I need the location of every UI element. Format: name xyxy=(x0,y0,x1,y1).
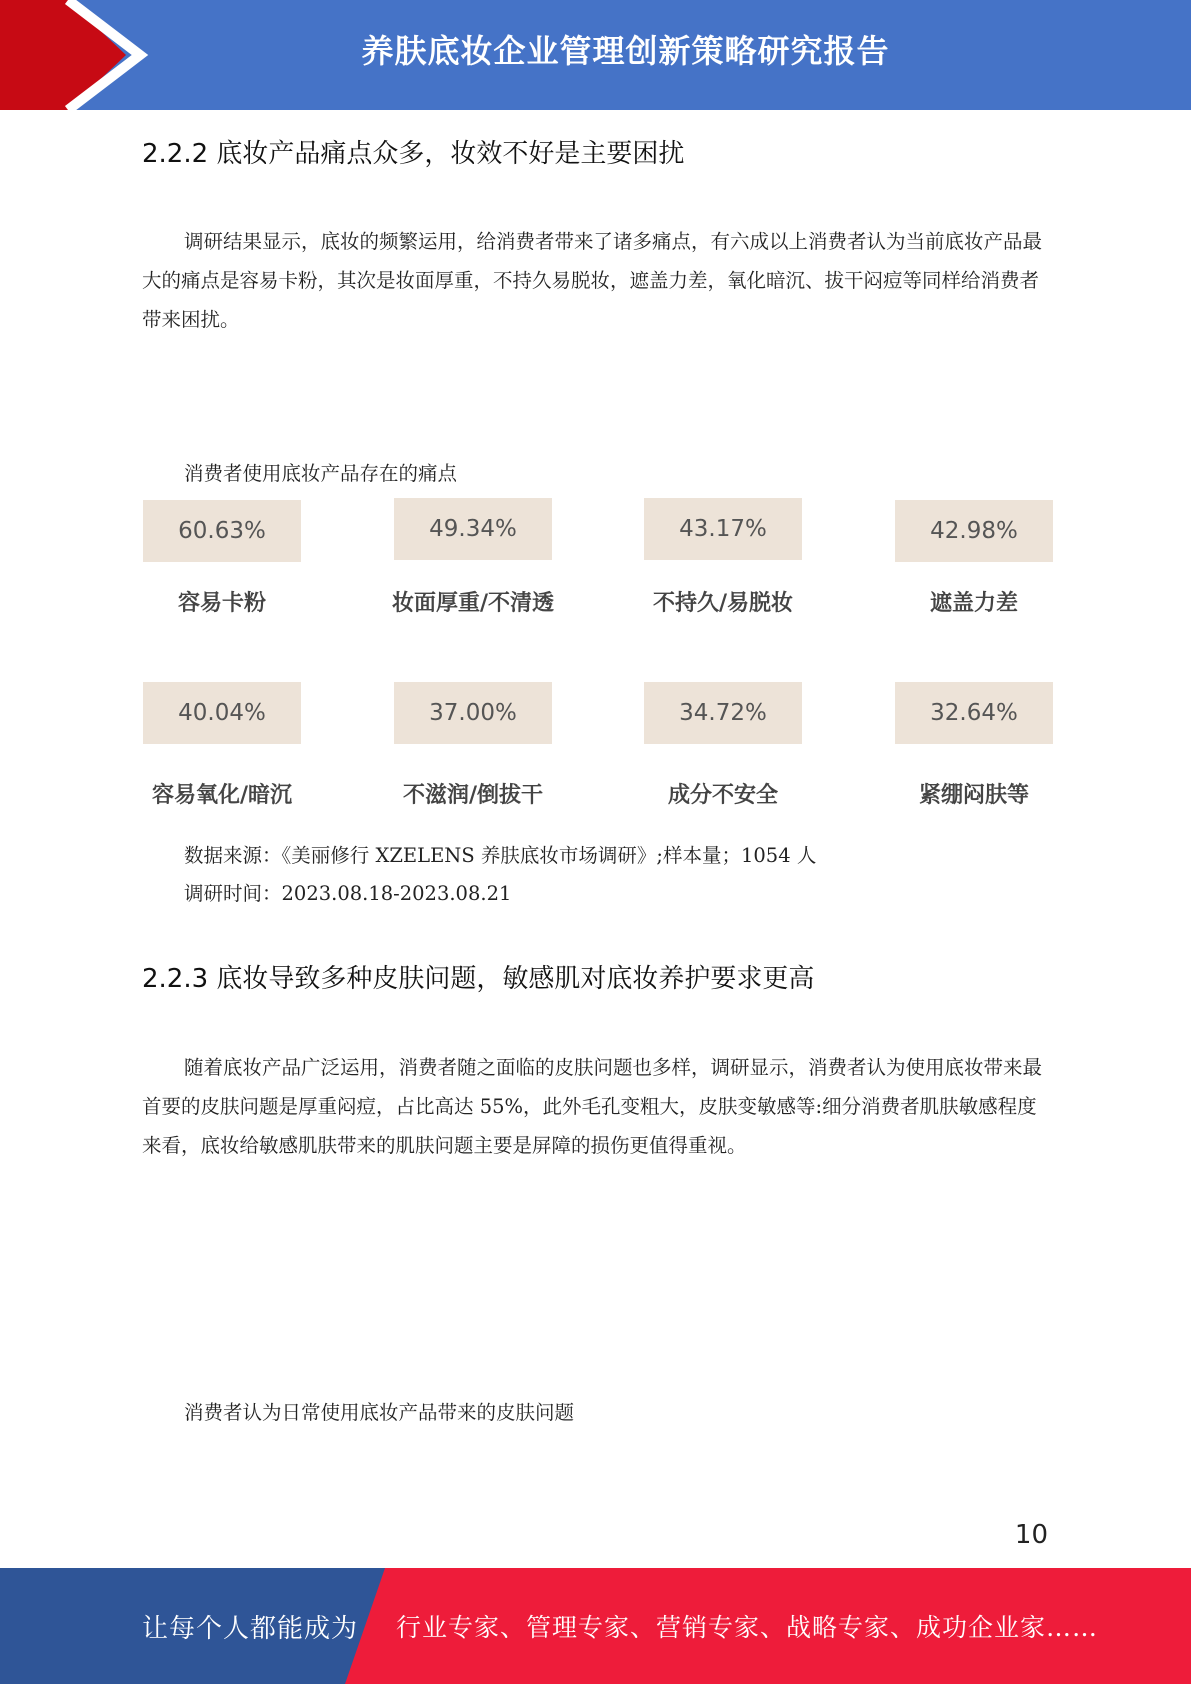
pain-point-value: 37.00% xyxy=(394,682,552,744)
survey-time-note: 调研时间：2023.08.18-2023.08.21 xyxy=(184,882,512,905)
pain-point-value: 42.98% xyxy=(895,500,1053,562)
pain-point-value: 32.64% xyxy=(895,682,1053,744)
page-header xyxy=(0,0,1191,110)
figure-caption-pain-points: 消费者使用底妆产品存在的痛点 xyxy=(184,462,458,485)
pain-point-card xyxy=(143,500,305,616)
pain-point-card xyxy=(394,682,556,808)
section-heading-2-2-2: 2.2.2 底妆产品痛点众多，妆效不好是主要困扰 xyxy=(142,139,685,169)
pain-point-label: 不持久/易脱妆 xyxy=(652,591,794,616)
pain-point-label: 容易氧化/暗沉 xyxy=(151,783,293,808)
pain-point-label: 不滋润/倒拔干 xyxy=(402,783,544,808)
page-number: 10 xyxy=(1014,1520,1048,1550)
pain-point-card xyxy=(143,682,305,808)
pain-point-label: 容易卡粉 xyxy=(177,591,266,616)
page-footer xyxy=(0,1568,1191,1684)
section-heading-2-2-3: 2.2.3 底妆导致多种皮肤问题，敏感肌对底妆养护要求更高 xyxy=(142,964,815,994)
pain-point-value: 34.72% xyxy=(644,682,802,744)
footer-slogan-right: 行业专家、管理专家、营销专家、战略专家、成功企业家…… xyxy=(396,1613,1099,1642)
pain-point-value: 60.63% xyxy=(143,500,301,562)
pain-point-card xyxy=(895,500,1057,616)
figure-caption-skin-problems: 消费者认为日常使用底妆产品带来的皮肤问题 xyxy=(184,1401,575,1424)
footer-slogan-left: 让每个人都能成为 xyxy=(142,1614,359,1644)
pain-point-card xyxy=(644,498,806,616)
report-title: 养肤底妆企业管理创新策略研究报告 xyxy=(361,32,890,70)
pain-point-card xyxy=(895,682,1057,808)
pain-point-value: 49.34% xyxy=(394,498,552,560)
pain-point-card xyxy=(644,682,806,808)
pain-point-label: 妆面厚重/不清透 xyxy=(391,591,555,616)
section-2-2-3-paragraph: 随着底妆产品广泛运用，消费者随之面临的皮肤问题也多样，调研显示，消费者认为使用底妆带来最首要的皮肤问题是厚重闷痘，占比高达 55%，此外毛孔变粗大，皮肤变敏感等:细分消费者肌肤敏感程度来看，底妆给敏感肌肤带来的肌肤问题主要是屏障的损伤更值得重视。 xyxy=(142,1056,1043,1157)
pain-point-value: 43.17% xyxy=(644,498,802,560)
pain-points-grid xyxy=(143,498,1048,818)
pain-point-label: 紧绷闷肤等 xyxy=(918,783,1029,808)
section-2-2-2-paragraph: 调研结果显示，底妆的频繁运用，给消费者带来了诸多痛点，有六成以上消费者认为当前底妆产品最大的痛点是容易卡粉，其次是妆面厚重，不持久易脱妆，遮盖力差，氧化暗沉、拔干闷痘等同样给消费者带来困扰。 xyxy=(142,230,1043,331)
data-source-note: 数据来源：《美丽修行 XZELENS 养肤底妆市场调研》;样本量；1054 人 xyxy=(184,844,817,867)
pain-point-value: 40.04% xyxy=(143,682,301,744)
pain-point-card xyxy=(391,498,556,616)
pain-point-label: 遮盖力差 xyxy=(929,591,1018,616)
pain-point-label: 成分不安全 xyxy=(667,783,778,808)
